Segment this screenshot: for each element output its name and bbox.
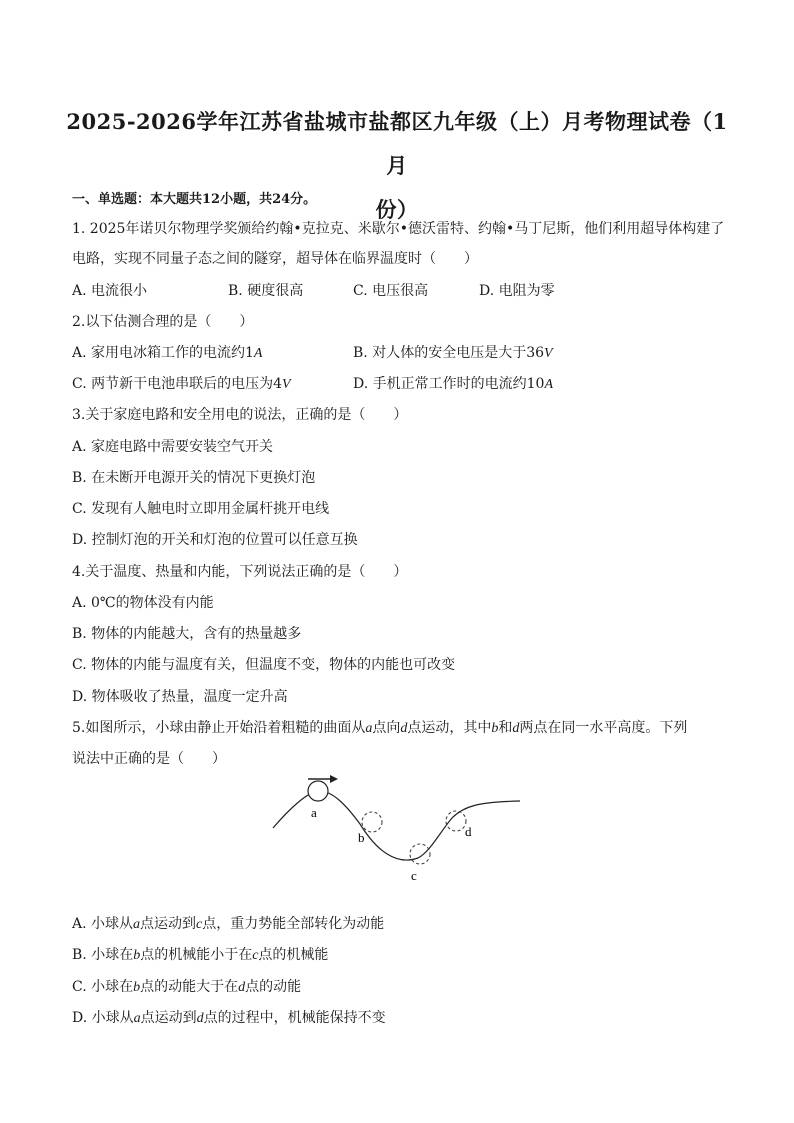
q4-option-d: D. 物体吸收了热量，温度一定升高 (72, 689, 288, 705)
q2-option-c-unit: V (282, 377, 291, 392)
velocity-arrow-head (330, 775, 338, 783)
q5-curve-figure (268, 770, 528, 885)
q3-option-c: C. 发现有人触电时立即用金属杆挑开电线 (72, 501, 330, 517)
q5-option-b (72, 944, 328, 964)
label-b: b (358, 830, 365, 845)
q3-option-d: D. 控制灯泡的开关和灯泡的位置可以任意互换 (72, 532, 358, 548)
title-line-2: 份） (375, 197, 419, 222)
q5-b-text: 点的机械能 (258, 947, 329, 963)
q4-option-a: A. 0℃的物体没有内能 (72, 595, 214, 611)
curved-track (273, 791, 520, 860)
q5-b-text: 点的机械能小于在 (140, 947, 253, 963)
q1-stem-line-2: 电路，实现不同量子态之间的隧穿，超导体在临界温度时（ ） (72, 251, 478, 267)
q5-option-c (72, 976, 301, 996)
q2-option-b-unit: V (544, 346, 553, 361)
label-c: c (411, 868, 417, 883)
q2-option-b-text: B. 对人体的安全电压是大于36 (353, 345, 545, 361)
label-d: d (465, 824, 472, 839)
q2-option-a (72, 342, 262, 362)
q5-var-d: d (512, 721, 520, 736)
q5-var-d: d (400, 721, 408, 736)
q5-stem-line-1 (72, 717, 687, 737)
q2-option-c-text: C. 两节新干电池串联后的电压为4 (72, 376, 283, 392)
q5-var-c: c (196, 917, 203, 932)
q1-option-c: C. 电压很高 (353, 283, 429, 299)
section-heading: 一、单选题：本大题共12小题，共24分。 (72, 192, 317, 207)
q5-a-text: 点，重力势能全部转化为动能 (202, 916, 385, 932)
q2-option-a-text: A. 家用电冰箱工作的电流约1 (72, 345, 254, 361)
ball-position-c (410, 844, 430, 864)
q4-option-b: B. 物体的内能越大，含有的热量越多 (72, 626, 302, 642)
q3-option-a: A. 家庭电路中需要安装空气开关 (72, 439, 274, 455)
q5-var-a: a (133, 917, 141, 932)
q5-d-text: D. 小球从 (72, 1010, 134, 1026)
q5-var-b: b (133, 948, 141, 963)
q2-option-d-text: D. 手机正常工作时的电流约10 (353, 376, 545, 392)
label-a: a (311, 805, 317, 820)
ball-at-a (308, 781, 328, 801)
q5-text: 5.如图所示，小球由静止开始沿着粗糙的曲面从 (72, 720, 366, 736)
q5-a-text: 点运动到 (140, 916, 197, 932)
q4-option-c: C. 物体的内能与温度有关，但温度不变，物体的内能也可改变 (72, 657, 456, 673)
q5-text: 点向 (372, 720, 401, 736)
q2-stem: 2.以下估测合理的是（ ） (72, 314, 254, 330)
q5-var-d: d (196, 1011, 204, 1026)
q3-option-b: B. 在未断开电源开关的情况下更换灯泡 (72, 470, 316, 486)
q5-var-a: a (133, 1011, 141, 1026)
q5-var-b: b (133, 980, 141, 995)
q1-option-d: D. 电阻为零 (479, 283, 555, 299)
q1-stem-line-1: 1. 2025年诺贝尔物理学奖颁给约翰•克拉克、米歇尔•德沃雷特、约翰•马丁尼斯，他们利用超导体构建了 (72, 221, 725, 237)
q5-var-b: b (491, 721, 499, 736)
q5-text: 点运动，其中 (407, 720, 492, 736)
q5-c-text: 点的动能大于在 (140, 979, 239, 995)
q5-text: 两点在同一水平高度。下列 (519, 720, 688, 736)
title-line-1: 2025-2026学年江苏省盐城市盐都区九年级（上）月考物理试卷（1月 (66, 109, 728, 178)
q5-d-text: 点运动到 (140, 1010, 197, 1026)
q5-c-text: C. 小球在 (72, 979, 134, 995)
q2-option-a-unit: A (253, 346, 263, 361)
q2-option-c (72, 373, 291, 393)
q2-option-d-unit: A (544, 377, 554, 392)
ball-position-b (362, 812, 382, 832)
q5-option-d (72, 1007, 386, 1027)
q5-text: 和 (498, 720, 513, 736)
q2-option-b (353, 342, 553, 362)
q5-var-a: a (365, 721, 373, 736)
q5-d-text: 点的过程中，机械能保持不变 (203, 1010, 386, 1026)
exam-title (60, 100, 734, 232)
q5-stem-line-2: 说法中正确的是（ ） (72, 751, 226, 767)
q1-option-a: A. 电流很小 (72, 283, 148, 299)
q5-a-text: A. 小球从 (72, 916, 134, 932)
q5-var-c: c (252, 948, 259, 963)
q5-c-text: 点的动能 (245, 979, 302, 995)
q1-option-b: B. 硬度很高 (228, 283, 304, 299)
q5-b-text: B. 小球在 (72, 947, 134, 963)
q5-var-d: d (238, 980, 246, 995)
q2-option-d (353, 373, 553, 393)
q3-stem: 3.关于家庭电路和安全用电的说法，正确的是（ ） (72, 407, 408, 423)
q4-stem: 4.关于温度、热量和内能，下列说法正确的是（ ） (72, 564, 408, 580)
q5-option-a (72, 913, 384, 933)
